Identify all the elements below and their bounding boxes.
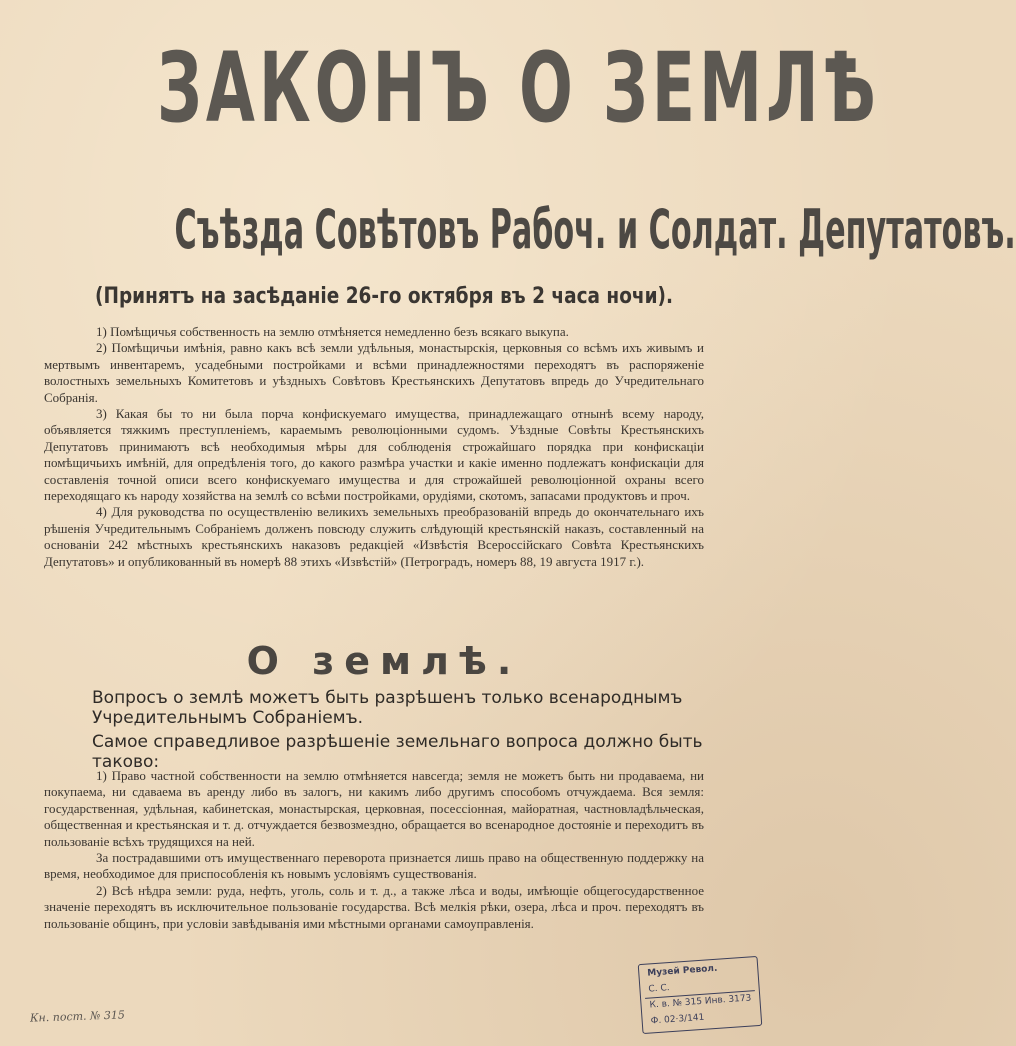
stamp-text: Музей Револ. — [647, 963, 718, 979]
intro-paragraph: Вопросъ о землѣ можетъ быть разрѣшенъ только всенароднымъ Учредительнымъ Собраніемъ. — [92, 688, 683, 728]
intro-paragraph: Самое справедливое разрѣшеніе земельнаго вопроса должно быть таково: — [92, 732, 703, 772]
handwritten-archive-note: Кн. пост. № 315 — [29, 1008, 126, 1025]
decree-paragraph: 1) Помѣщичья собственность на землю отмѣняется немедленно безъ всякаго выкупа. — [96, 324, 569, 339]
stamp-text: С. С. — [648, 983, 670, 995]
mandate-paragraph: 1) Право частной собственности на землю отмѣняется навсегда; земля не можетъ быть ни продаваема, ни покупаема, ни сдаваема въ аренду либо въ залогъ, ни какимъ либо другимъ способомъ отчуждаема. Вся земля: государственная, удѣльная, кабинетская, монастырская, церковная, посессіонная, майоратная, частновладѣльческая, общественная и крестьянская и т. д. отчуждается безвозмездно, обращается во всенародное достояніе и переходитъ въ пользованіе всѣхъ трудящихся на ней. — [44, 768, 704, 849]
decree-paragraph: 4) Для руководства по осуществленію великихъ земельныхъ преобразованій впредь до окончательнаго ихъ рѣшенія Учредительнымъ Собраніемъ долженъ повсюду служить слѣдующій крестьянскій наказъ, составленный на основаніи 242 мѣстныхъ крестьянскихъ наказовъ редакціей «Извѣстія Всероссійскаго Совѣта Крестьянскихъ Депутатовъ» и опубликованный въ номерѣ 88 этихъ «Извѣстій» (Петроградъ, номеръ 88, 19 августа 1917 г.). — [44, 504, 704, 569]
decree-articles — [44, 324, 704, 570]
stamp-text: Ф. 02·3/141 — [650, 1012, 705, 1027]
mandate-paragraph: 2) Всѣ нѣдра земли: руда, нефть, уголь, соль и т. д., а также лѣса и воды, имѣющіе общегосударственное значеніе переходятъ въ исключительное пользованіе государства. Всѣ мелкія рѣки, озера, лѣса и проч. переходятъ въ пользованіе общинъ, при условіи завѣдыванія ими мѣстными органами самоуправленія. — [44, 882, 704, 931]
decree-subtitle: Съѣзда Совѣтовъ Рабоч. и Солдат. Депутатовъ. — [174, 198, 1016, 261]
mandate-articles — [44, 768, 704, 932]
stamp-text: К. в. № 315 Инв. 3173 — [649, 993, 752, 1011]
decree-paragraph: 2) Помѣщичьи имѣнія, равно какъ всѣ земли удѣльныя, монастырскія, церковныя со всѣмъ ихъ живымъ и мертвымъ инвентаремъ, усадебными постройками и всѣми принадлежностями переходятъ въ распоряженіе волостныхъ земельныхъ Комитетовъ и уѣздныхъ Совѣтовъ Крестьянскихъ Депутатовъ впредь до Учредительнаго Собранія. — [44, 340, 704, 405]
decree-paragraph: 3) Какая бы то ни была порча конфискуемаго имущества, принадлежащаго отнынѣ всему народу, объявляется тяжкимъ преступленіемъ, караемымъ революціонными судомъ. Уѣздные Совѣты Крестьянскихъ Депутатовъ принимаютъ всѣ необходимыя мѣры для соблюденія строжайшаго порядка при конфискаціи помѣщичьихъ имѣній, для опредѣленія того, до какого размѣра участки и какіе именно подлежатъ конфискаціи для составленія точной описи всего конфискуемаго имущества и для строжайшей революціонной охраны всего переходящаго къ народу хозяйства на землѣ со всѣми постройками, орудіями, скотомъ, запасами продуктовъ и проч. — [44, 406, 704, 504]
decree-title: ЗАКОНЪ О ЗЕМЛѢ — [156, 32, 880, 144]
mandate-intro — [92, 688, 704, 776]
adoption-note: (Принятъ на засѣданіе 26-го октября въ 2 часа ночи). — [95, 284, 674, 309]
mandate-paragraph: За пострадавшими отъ имущественнаго переворота признается лишь право на общественную поддержку на время, необходимое для приспособленія къ новымъ условіямъ существованія. — [44, 850, 704, 882]
museum-stamp — [638, 956, 763, 1034]
section-title: О землѣ. — [246, 639, 522, 683]
